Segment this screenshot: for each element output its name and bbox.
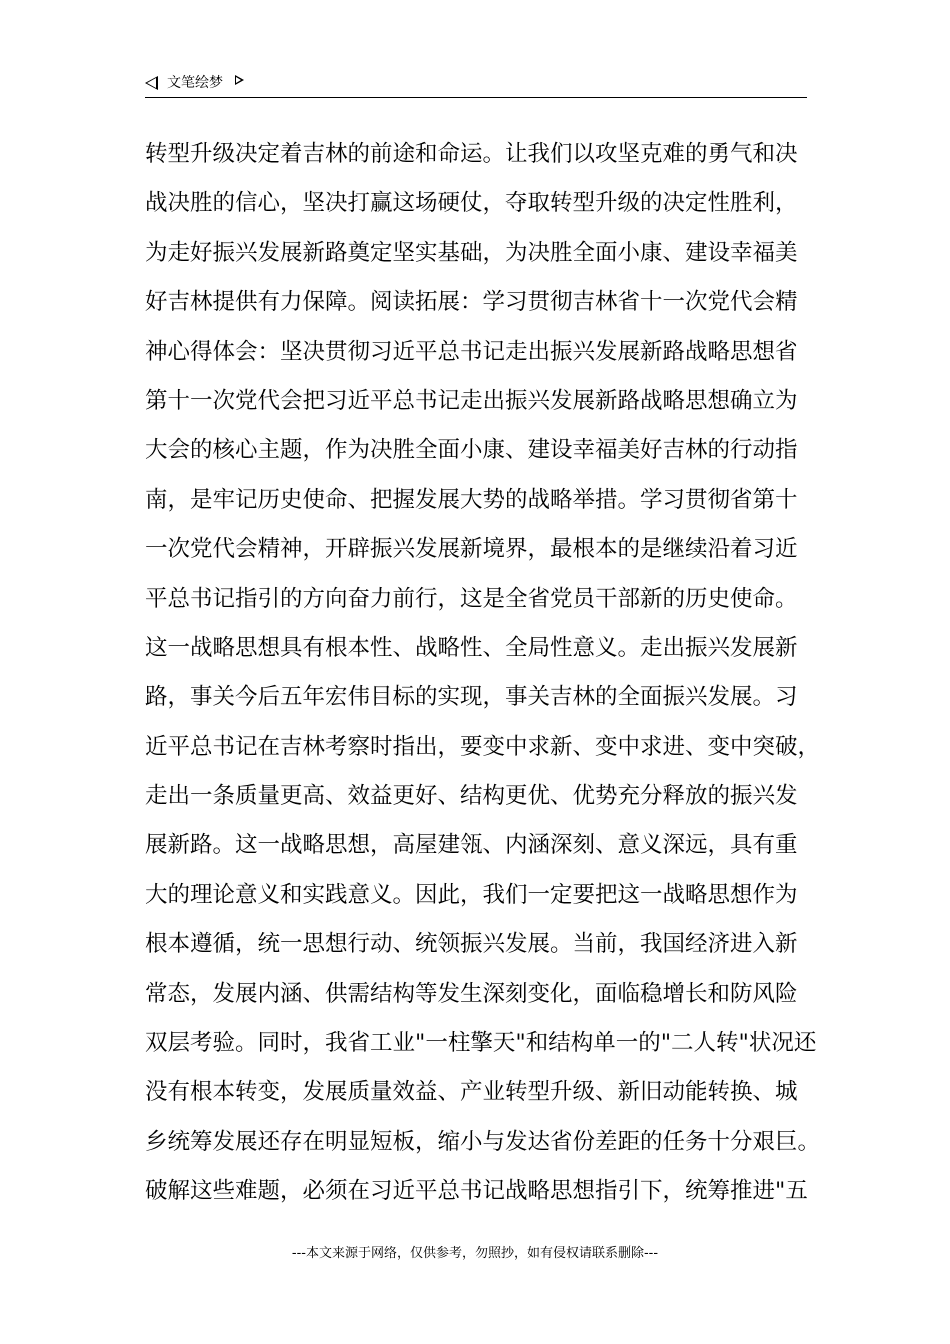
triangle-right-icon <box>235 75 244 85</box>
body-line-21: 乡统筹发展还存在明显短板，缩小与发达省份差距的任务十分艰巨。 <box>145 1128 821 1155</box>
body-line-22: 破解这些难题，必须在习近平总书记战略思想指引下，统筹推进"五 <box>145 1178 808 1205</box>
body-line-3: 为走好振兴发展新路奠定坚实基础，为决胜全面小康、建设幸福美 <box>145 239 798 266</box>
body-line-1: 转型升级决定着吉林的前途和命运。让我们以攻坚克难的勇气和决 <box>145 141 798 167</box>
body-line-15: 展新路。这一战略思想，高屋建瓴、内涵深刻、意义深远，具有重 <box>145 832 798 859</box>
body-line-20: 没有根本转变，发展质量效益、产业转型升级、新旧动能转换、城 <box>145 1079 798 1106</box>
body-line-17: 根本遵循，统一思想行动、统领振兴发展。当前，我国经济进入新 <box>145 931 798 958</box>
body-line-18: 常态，发展内涵、供需结构等发生深刻变化，面临稳增长和防风险 <box>145 980 798 1007</box>
body-line-12: 路，事关今后五年宏伟目标的实现，事关吉林的全面振兴发展。习 <box>145 684 798 711</box>
body-line-11: 这一战略思想具有根本性、战略性、全局性意义。走出振兴发展新 <box>145 634 798 661</box>
body-line-6: 第十一次党代会把习近平总书记走出振兴发展新路战略思想确立为 <box>145 387 798 414</box>
body-line-5: 神心得体会：坚决贯彻习近平总书记走出振兴发展新路战略思想省 <box>145 338 798 365</box>
body-line-13: 近平总书记在吉林考察时指出，要变中求新、变中求进、变中突破， <box>145 733 821 760</box>
body-line-19: 双层考验。同时，我省工业"一柱擎天"和结构单一的"二人转"状况还 <box>145 1030 817 1057</box>
body-line-14: 走出一条质量更高、效益更好、结构更优、优势充分释放的振兴发 <box>145 783 798 810</box>
body-line-10: 平总书记指引的方向奋力前行，这是全省党员干部新的历史使命。 <box>145 585 798 612</box>
triangle-left-icon <box>145 76 158 90</box>
header-title: 文笔绘梦 <box>167 75 223 91</box>
body-line-9: 一次党代会精神，开辟振兴发展新境界，最根本的是继续沿着习近 <box>145 536 798 563</box>
body-line-16: 大的理论意义和实践意义。因此，我们一定要把这一战略思想作为 <box>145 881 798 908</box>
body-line-8: 南，是牢记历史使命、把握发展大势的战略举措。学习贯彻省第十 <box>145 486 798 513</box>
body-line-4: 好吉林提供有力保障。阅读拓展：学习贯彻吉林省十一次党代会精 <box>145 289 798 316</box>
body-line-7: 大会的核心主题，作为决胜全面小康、建设幸福美好吉林的行动指 <box>145 437 798 464</box>
document-body <box>145 130 821 1217</box>
page-footer: ---本文来源于网络，仅供参考，勿照抄，如有侵权请联系删除--- <box>291 1246 659 1261</box>
page-header <box>145 70 807 98</box>
body-line-2: 战决胜的信心，坚决打赢这场硬仗，夺取转型升级的决定性胜利， <box>145 190 798 217</box>
